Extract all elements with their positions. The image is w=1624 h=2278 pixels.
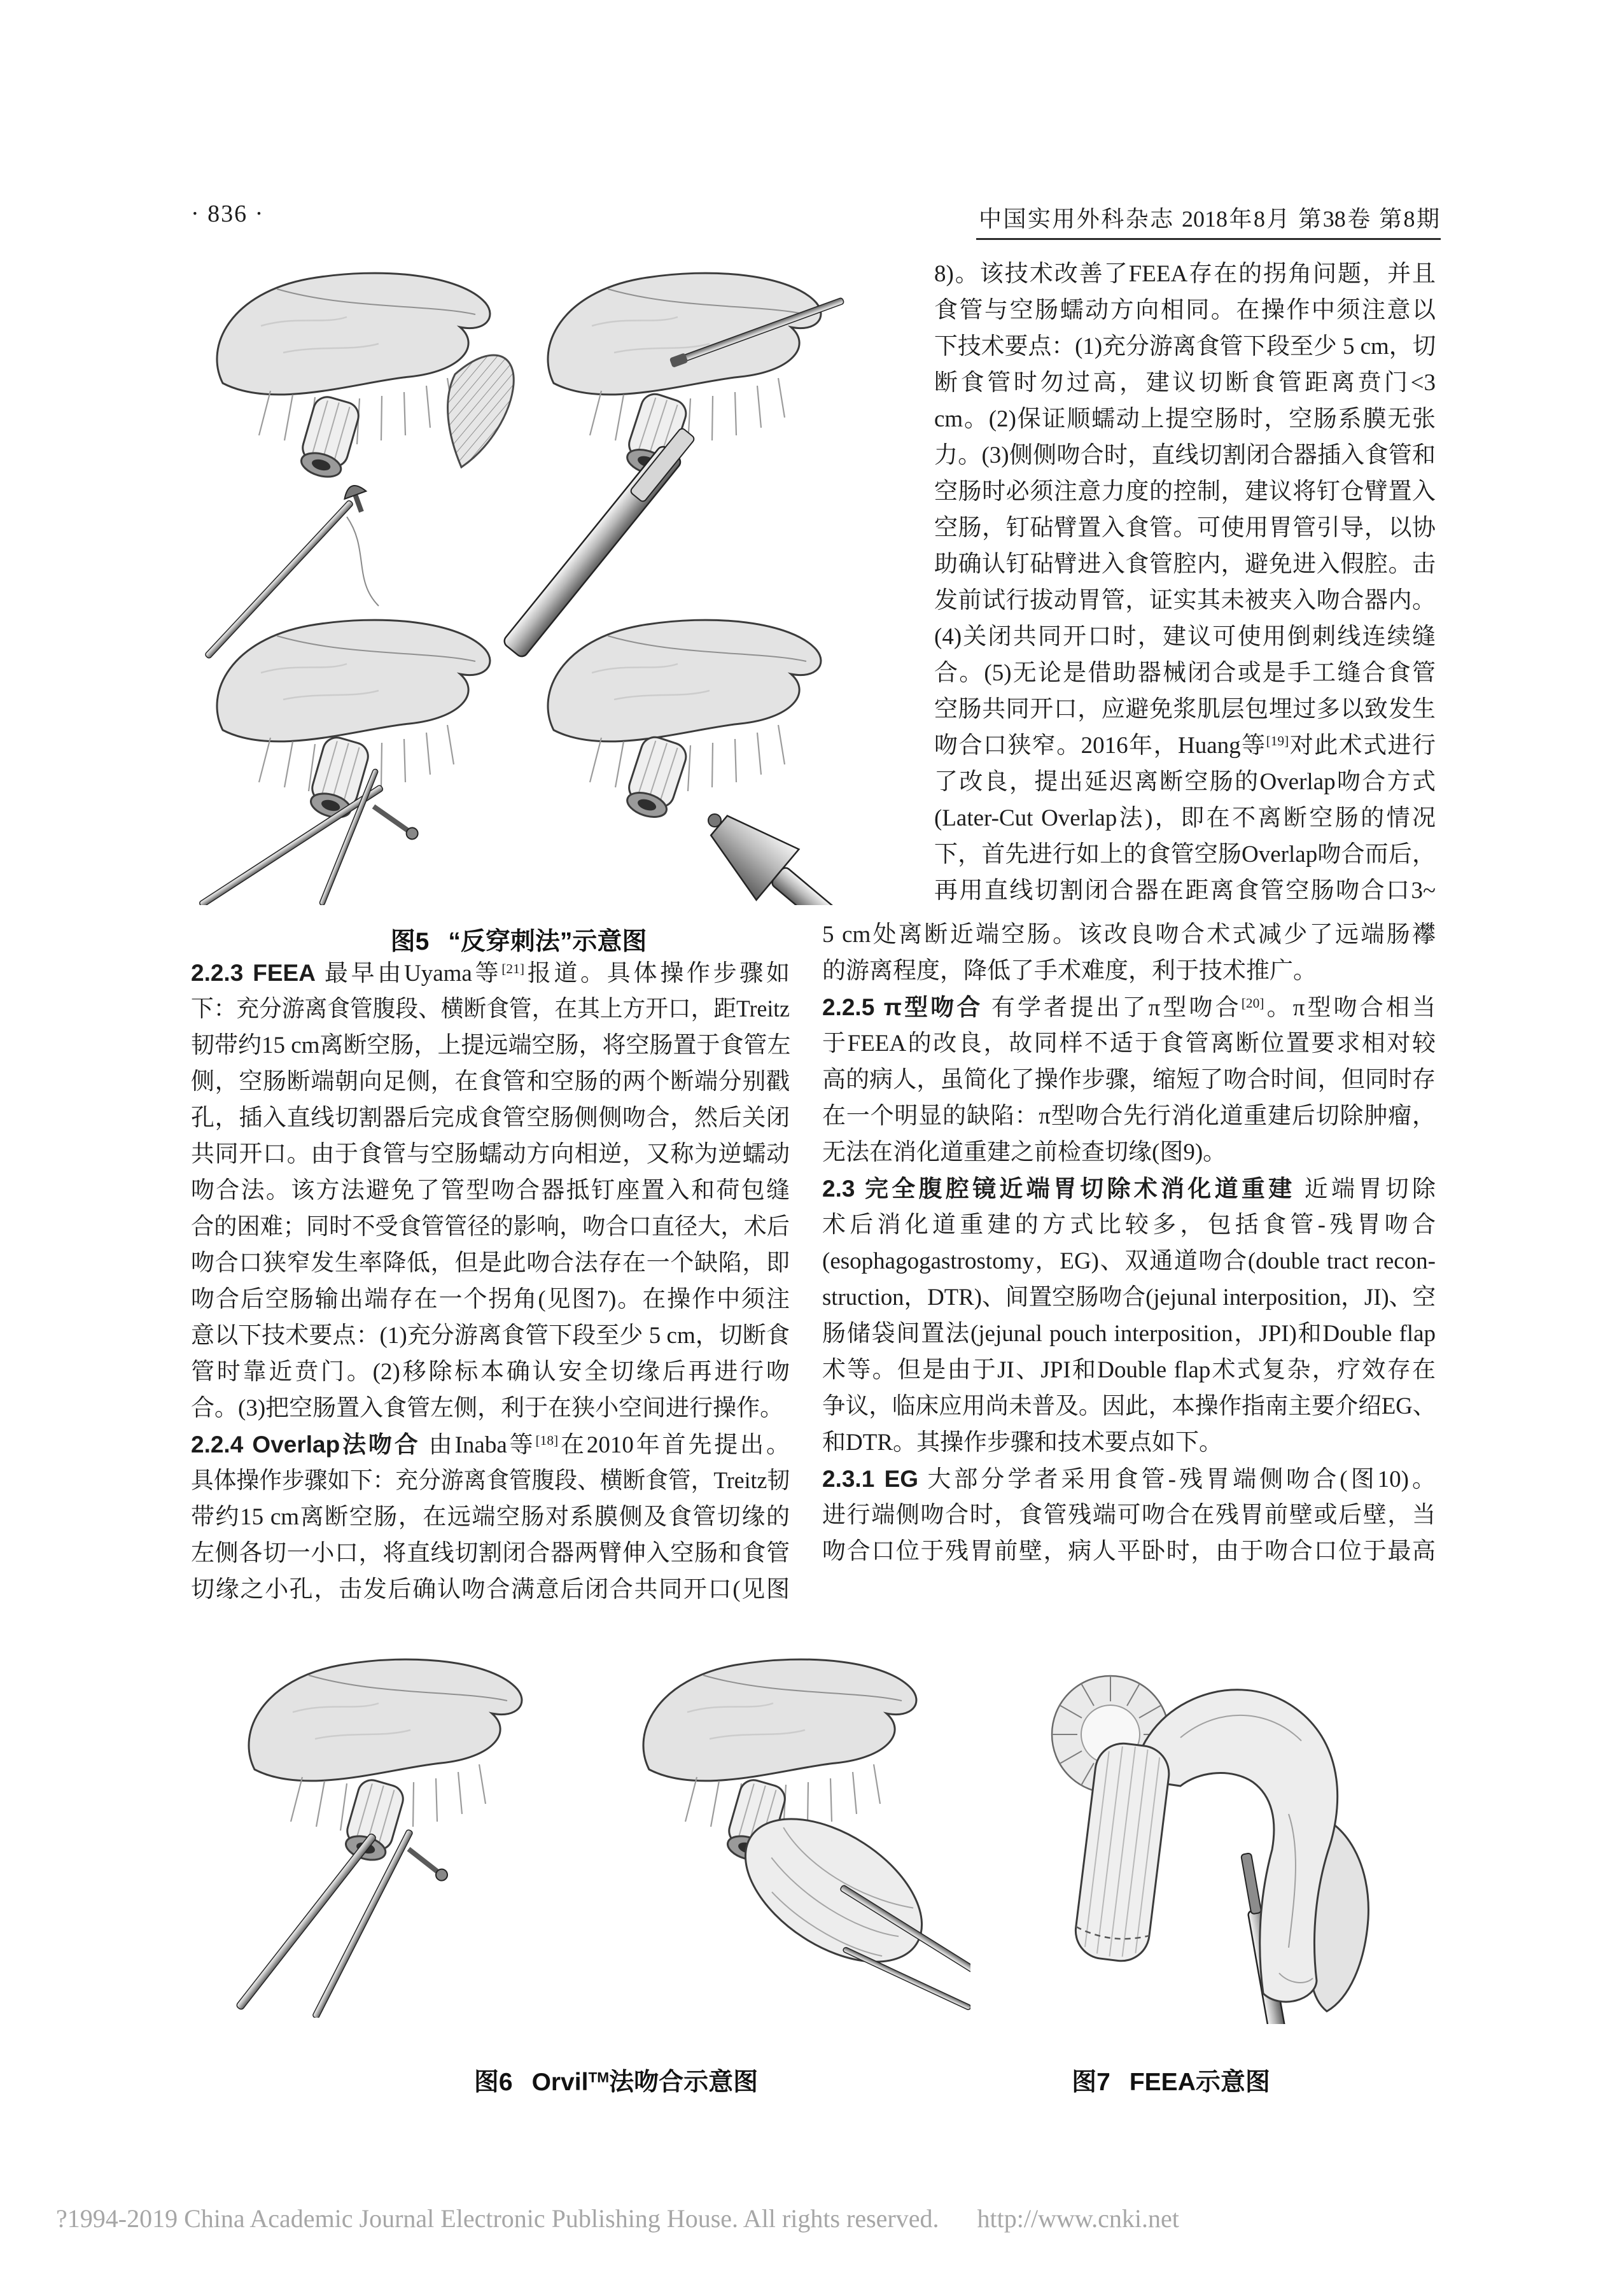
text-line: 带约15 cm离断空肠，在远端空肠对系膜侧及食管切缘的	[191, 1504, 790, 1530]
right-column-upper-text	[934, 256, 1436, 909]
copyright-footer	[56, 2204, 1179, 2233]
text-line: 发前试行拔动胃管，证实其未被夹入吻合器内。	[934, 587, 1436, 614]
text-line: 2.2.5 π型吻合 有学者提出了π型吻合[20]。π型吻合相当	[822, 994, 1436, 1021]
text-line: 断食管时勿过高，建议切断食管距离贲门<3	[934, 370, 1436, 396]
copyright-text: ?1994-2019 China Academic Journal Electronic Publishing House. All rights reserved.	[56, 2204, 939, 2233]
text-line: 合。(3)把空肠置入食管左侧，利于在狭小空间进行操作。	[191, 1395, 784, 1421]
figure6-caption-text: Orvil™法吻合示意图	[531, 2069, 759, 2096]
text-line: 切缘之小孔，击发后确认吻合满意后闭合共同开口(见图	[191, 1577, 790, 1603]
fig5-panel-anvil-insertion	[204, 273, 514, 659]
cnki-url: http://www.cnki.net	[977, 2204, 1179, 2233]
text-line: 韧带约15 cm离断空肠，上提远端空肠，将空肠置于食管左	[191, 1032, 791, 1058]
figure6-caption	[247, 2062, 985, 2098]
fig5-panel-stapler-insertion	[502, 273, 845, 659]
figure5-illustration	[188, 250, 850, 905]
text-line: 了改良，提出延迟离断空肠的Overlap吻合方式	[934, 769, 1436, 795]
fig5-panel-anvil-placed	[199, 620, 490, 905]
text-line: 2.3.1 EG 大部分学者采用食管-残胃端侧吻合(图10)。	[822, 1466, 1436, 1493]
text-line: 进行端侧吻合时，食管残端可吻合在残胃前壁或后壁，当	[822, 1502, 1436, 1528]
figure5-caption-label: 图5	[390, 928, 430, 955]
text-line: 再用直线切割闭合器在距离食管空肠吻合口3~	[934, 878, 1436, 904]
figure6-caption-label: 图6	[473, 2069, 513, 2096]
figure6-illustration	[220, 1636, 970, 2018]
text-line: 吻合口狭窄。2016年，Huang等[19]对此术式进行	[934, 733, 1436, 759]
text-line: 高的病人，虽简化了操作步骤，缩短了吻合时间，但同时存	[822, 1067, 1436, 1093]
figure7-caption-label: 图7	[1072, 2069, 1110, 2096]
text-line: 吻合法。该方法避免了管型吻合器抵钉座置入和荷包缝	[191, 1178, 790, 1204]
text-line: cm。(2)保证顺蠕动上提空肠时，空肠系膜无张	[934, 406, 1436, 432]
journal-header: 中国实用外科杂志 2018年8月 第38卷 第8期	[979, 206, 1439, 232]
header-rule	[976, 238, 1441, 240]
text-line: 2.2.4 Overlap法吻合 由Inaba等[18]在2010年首先提出。	[191, 1431, 790, 1458]
text-line: 在一个明显的缺陷：π型吻合先行消化道重建后切除肿瘤，	[822, 1103, 1436, 1129]
text-line: struction，DTR)、间置空肠吻合(jejunal interposition，JI)、空	[822, 1284, 1436, 1311]
text-line: 吻合口狭窄发生率降低，但是此吻合法存在一个缺陷，即	[191, 1250, 790, 1276]
text-line: 术等。但是由于JI、JPI和Double flap术式复杂，疗效存在	[822, 1357, 1436, 1383]
figure7-caption	[926, 2062, 1416, 2098]
fig7-esophagojejunostomy-loop	[1052, 1676, 1368, 2024]
figure7-caption-text: FEEA示意图	[1129, 2069, 1270, 2096]
text-line: 无法在消化道重建之前检查切缘(图9)。	[822, 1139, 1227, 1165]
text-line: 术后消化道重建的方式比较多，包括食管-残胃吻合	[822, 1212, 1436, 1238]
text-line: 孔，插入直线切割器后完成食管空肠侧侧吻合，然后关闭	[191, 1105, 790, 1131]
text-line: 5 cm处离断近端空肠。该改良吻合术式减少了远端肠襻	[822, 922, 1436, 948]
text-line: 意以下技术要点：(1)充分游离食管下段至少 5 cm，切断食	[191, 1323, 790, 1349]
fig6-panel-anvil-grasped	[235, 1659, 522, 2018]
left-column-text	[191, 955, 790, 1608]
text-line: 2.2.3 FEEA 最早由Uyama等[21]报道。具体操作步骤如	[191, 960, 790, 987]
text-line: 吻合口位于残胃前壁，病人平卧时，由于吻合口位于最高	[822, 1538, 1436, 1564]
right-column-lower-text	[822, 917, 1436, 1570]
text-line: 空肠时必须注意力度的控制，建议将钉仓臂置入	[934, 479, 1436, 505]
text-line: 食管与空肠蠕动方向相同。在操作中须注意以	[934, 297, 1436, 323]
text-line: 力。(3)侧侧吻合时，直线切割闭合器插入食管和	[934, 442, 1436, 468]
text-line: 肠储袋间置法(jejunal pouch interposition，JPI)和Double flap	[822, 1321, 1436, 1347]
text-line: 下：充分游离食管腹段、横断食管，在其上方开口，距Treitz	[191, 996, 790, 1022]
text-line: (esophagogastrostomy，EG)、双通道吻合(double tract recon-	[822, 1248, 1436, 1274]
text-line: 下，首先进行如上的食管空肠Overlap吻合而后，	[934, 841, 1436, 868]
text-line: 具体操作步骤如下：充分游离食管腹段、横断食管，Treitz韧	[191, 1468, 790, 1494]
fig6-panel-jejunum-attached	[643, 1659, 970, 2011]
text-line: 共同开口。由于食管与空肠蠕动方向相逆，又称为逆蠕动	[191, 1141, 790, 1167]
text-line: 2.3 完全腹腔镜近端胃切除术消化道重建 近端胃切除	[822, 1176, 1436, 1202]
figure7-illustration	[990, 1629, 1518, 2024]
text-line: (4)关闭共同开口时，建议可使用倒刺线连续缝	[934, 624, 1436, 650]
text-line: 的游离程度，降低了手术难度，利于技术推广。	[822, 958, 1317, 984]
figure5-caption-text: “反穿刺法”示意图	[448, 928, 647, 955]
text-line: 助确认钉砧臂进入食管腔内，避免进入假腔。击	[934, 551, 1436, 577]
text-line: 于FEEA的改良，故同样不适于食管离断位置要求相对较	[822, 1030, 1436, 1057]
text-line: 空肠，钉砧臂置入食管。可使用胃管引导，以协	[934, 515, 1436, 541]
text-line: 侧，空肠断端朝向足侧，在食管和空肠的两个断端分别戳	[191, 1069, 790, 1095]
text-line: 合的困难；同时不受食管管径的影响，吻合口直径大，术后	[191, 1214, 790, 1240]
text-line: 下技术要点：(1)充分游离食管下段至少 5 cm，切	[934, 334, 1436, 360]
text-line: 左侧各切一小口，将直线切割闭合器两臂伸入空肠和食管	[191, 1540, 790, 1566]
text-line: 吻合后空肠输出端存在一个拐角(见图7)。在操作中须注	[191, 1286, 790, 1312]
text-line: (Later-Cut Overlap法)，即在不离断空肠的情况	[934, 805, 1436, 831]
figure5-caption	[188, 922, 850, 957]
text-line: 空肠共同开口，应避免浆肌层包埋过多以致发生	[934, 696, 1436, 722]
text-line: 合。(5)无论是借助器械闭合或是手工缝合食管	[934, 660, 1436, 686]
text-line: 8)。该技术改善了FEEA存在的拐角问题，并且	[934, 261, 1436, 287]
fig5-panel-stapler-docking	[548, 620, 850, 905]
page-number: · 836 ·	[191, 200, 265, 227]
text-line: 争议，临床应用尚未普及。因此，本操作指南主要介绍EG、	[822, 1393, 1436, 1419]
text-line: 和DTR。其操作步骤和技术要点如下。	[822, 1430, 1222, 1456]
text-line: 管时靠近贲门。(2)移除标本确认安全切缘后再进行吻	[191, 1359, 790, 1385]
